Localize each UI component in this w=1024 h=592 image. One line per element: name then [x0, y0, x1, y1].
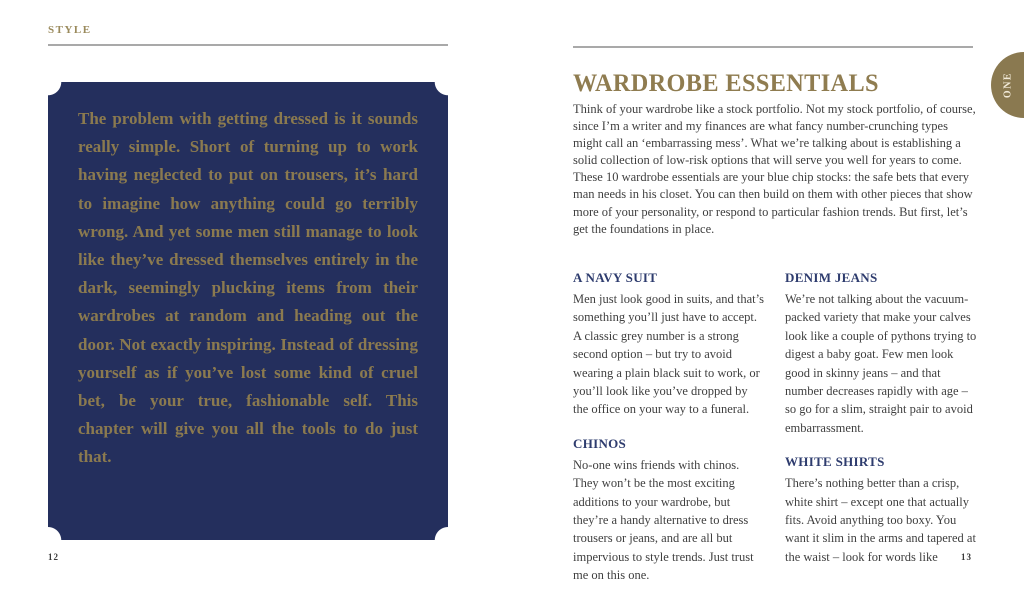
section-heading: DENIM JEANS — [785, 270, 878, 285]
section-body: Men just look good in suits, and that’s something you’ll just have to accept. A classic grey number is a strong second option – but try to avoid wearing a plain black suit to work, or you’ll look like you’ve dropped by the office on your way to a funeral. — [573, 292, 764, 417]
section-label: STYLE — [48, 24, 92, 36]
page-number-left: 12 — [48, 552, 59, 562]
section-body: There’s nothing better than a crisp, white shirt – except one that actually fits. Avoid anything too boxy. You want it slim in the arms and tapered at the waist – look for words like — [785, 476, 976, 564]
chapter-tab-label: ONE — [1002, 71, 1013, 99]
page-number-right: 13 — [961, 552, 972, 562]
chapter-tab — [991, 52, 1024, 118]
quote-text: The problem with getting dressed is it sounds really simple. Short of turning up to work having neglected to put on trousers, it’s hard to imagine how anything could go terribly wrong. And yet some men still manage to look like they’ve dressed themselves entirely in the dark, seemingly plucking items from their wardrobes at random and heading out the door. Not exactly inspiring. Instead of dressing yourself as if you’ve lost some kind of cruel bet, be your true, fashionable self. This chapter will give you all the tools to do just that. — [78, 109, 418, 467]
section-heading: WHITE SHIRTS — [785, 454, 885, 470]
quote-box — [48, 82, 448, 540]
section-white-shirts — [785, 454, 977, 566]
column-right — [785, 270, 977, 585]
section-body: No-one wins friends with chinos. They won’t be the most exciting additions to your wardrobe, but they’re a handy alternative to dress trousers or jeans, and are all but impervious to style trends. Just trust me on this one. — [573, 457, 754, 583]
header-rule-right — [573, 46, 973, 48]
section-heading: CHINOS — [573, 435, 627, 451]
page-title: WARDROBE ESSENTIALS — [573, 70, 879, 97]
right-page — [512, 0, 1024, 592]
section-chinos — [573, 436, 765, 585]
section-body: We’re not talking about the vacuum-packed variety that make your calves look like a couple of pythons trying to digest a baby goat. Few men look good in skinny jeans – and that number decreases rapidly with age – so go for a slim, straight pair to avoid embarrassment. — [785, 292, 977, 435]
section-denim-jeans — [785, 270, 977, 437]
section-navy-suit — [573, 270, 765, 419]
header-rule-left — [48, 44, 448, 46]
intro-paragraph: Think of your wardrobe like a stock portfolio. Not my stock portfolio, of course, since I’m a writer and my finances are what fancy number-crunching types might call an ‘embarrassing mess’. What we’re talking about is establishing a solid collection of low-risk options that will serve you well for years to come. These 10 wardrobe essentials are your blue chip stocks: the safe bets that every man needs in his closet. You can then build on them with other pieces that show more of your personality, or respond to particular fashion trends. But first, let’s get the foundations in place. — [573, 102, 976, 236]
column-left — [573, 270, 765, 585]
essentials-columns — [573, 270, 977, 585]
section-heading: A NAVY SUIT — [573, 270, 658, 285]
